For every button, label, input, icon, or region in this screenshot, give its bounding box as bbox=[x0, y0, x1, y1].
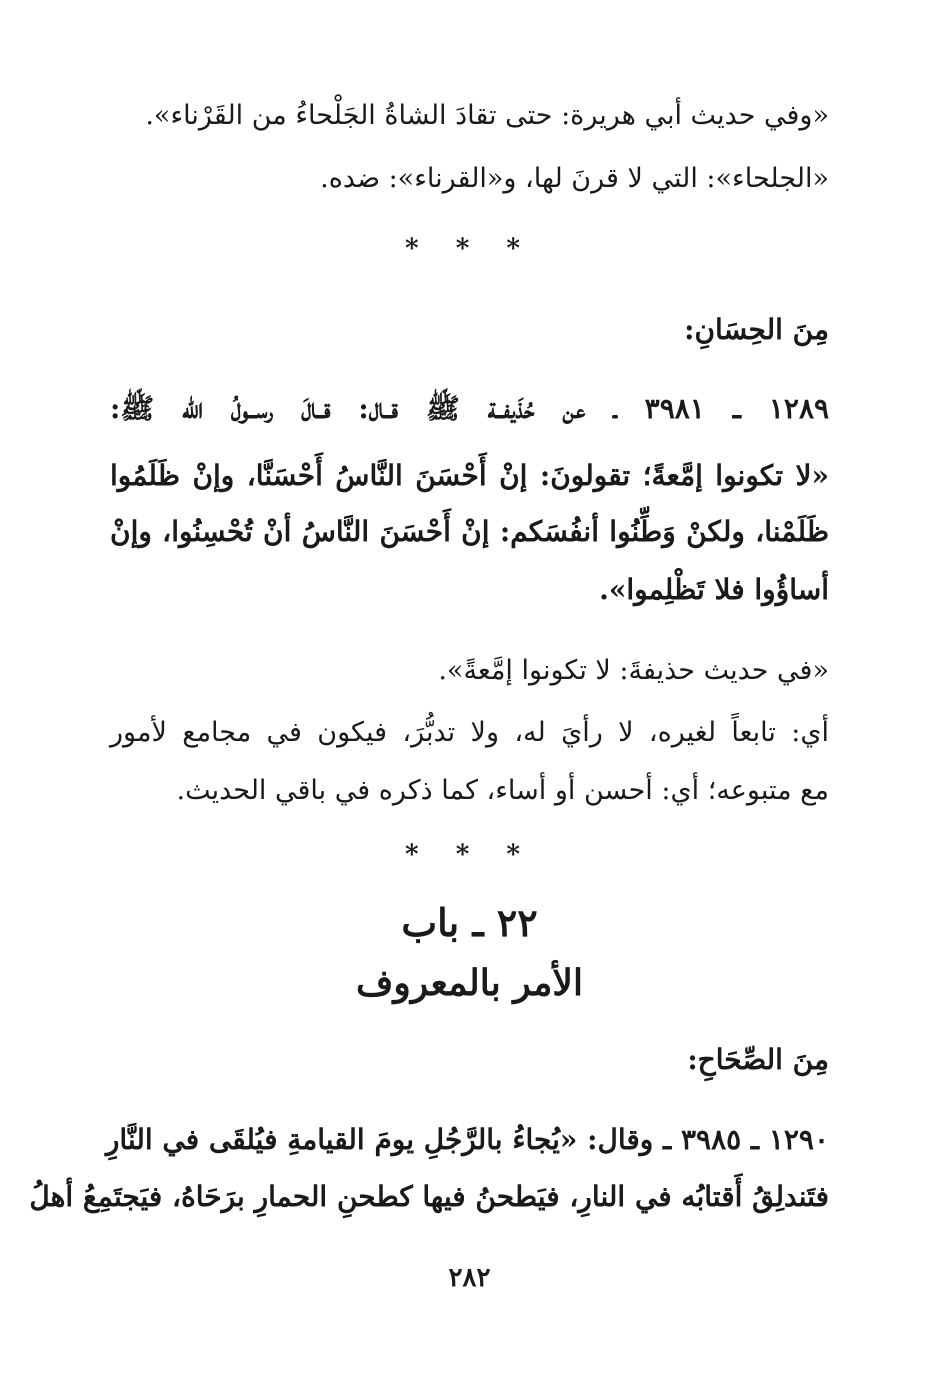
hadith-1289-line-3: ظَلَمْنا، ولكنْ وَطِّنُوا أنفُسَكم: إنْ أَحْسَنَ النَّاسُ أنْ تُحْسِنُوا، وإنْ bbox=[110, 515, 829, 548]
commentary-1289-quote: «في حديث حذيفةَ: لا تكونوا إمَّعةً». bbox=[438, 655, 829, 686]
section-heading-sihah: مِنَ الصِّحَاحِ: bbox=[687, 1043, 829, 1076]
previous-hadith-note: «وفي حديث أبي هريرة: حتى تقادَ الشاةُ الجَلْحاءُ من القَرْناء». bbox=[145, 100, 829, 131]
commentary-1289-line-3: مع متبوعه؛ أي: أحسن أو أساء، كما ذكره في باقي الحديث. bbox=[176, 775, 829, 806]
hadith-1289-line-4: أساؤُوا فلا تَظْلِموا». bbox=[599, 573, 829, 606]
page-number: ٢٨٢ bbox=[448, 1263, 491, 1293]
chapter-number: ٢٢ ـ باب bbox=[401, 900, 538, 945]
section-separator: * * * bbox=[405, 234, 534, 264]
hadith-1289-line-1: ١٢٨٩ ـ ٣٩٨١ ـ عن حُذَيفــة ﷺ قــال: قــالَ رســولُ الله ﷺ: bbox=[110, 392, 830, 425]
section-heading-hisan: مِنَ الحِسَانِ: bbox=[684, 313, 829, 346]
previous-gloss: «الجلحاء»: التي لا قرنَ لها، و«القرناء»: ضده. bbox=[320, 163, 829, 194]
commentary-1289-line-2: أي: تابعاً لغيره، لا رأيَ له، ولا تدبُّرَ، فيكون في مجامع لأمور bbox=[110, 717, 829, 748]
hadith-1290-line-2: فتَندلِقُ أَقتابُه في النارِ، فيَطحنُ فيها كطحنِ الحمارِ برَحَاهُ، فيَجتَمِعُ أهلُ bbox=[29, 1180, 829, 1213]
hadith-1289-line-2: «لا تكونوا إمَّعةً؛ تقولونَ: إنْ أَحْسَنَ النَّاسُ أَحْسَنَّا، وإنْ ظَلَمُوا bbox=[110, 459, 829, 492]
chapter-title: الأمر بالمعروف bbox=[356, 962, 583, 1004]
hadith-1290-line-1: ١٢٩٠ ـ ٣٩٨٥ ـ وقال: «يُجاءُ بالرَّجُلِ يومَ القيامةِ فيُلقَى في النَّارِ bbox=[105, 1123, 829, 1156]
section-separator: * * * bbox=[405, 840, 534, 870]
